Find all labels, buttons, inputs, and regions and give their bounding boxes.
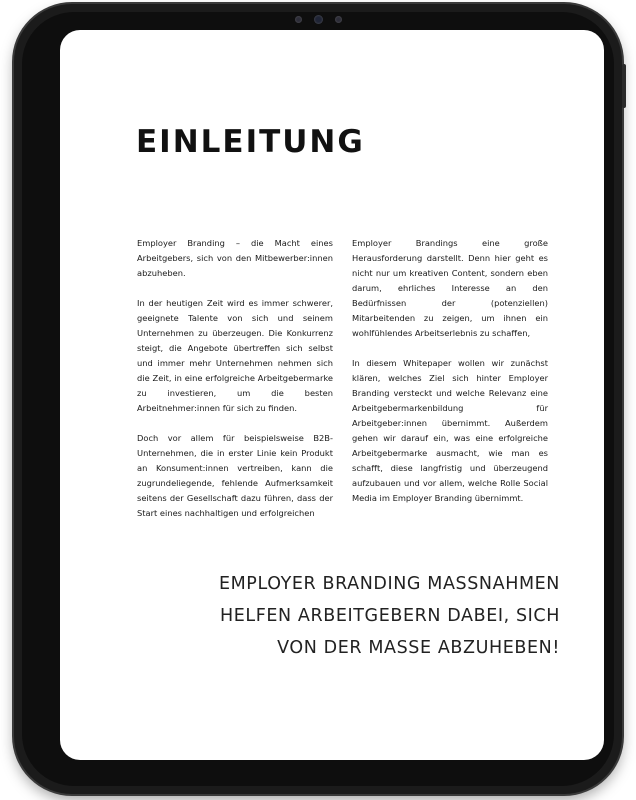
sensor-icon: [335, 16, 342, 23]
sensor-icon: [295, 16, 302, 23]
tablet-screen: [60, 30, 604, 760]
pull-quote: [100, 568, 560, 664]
paragraph: Employer Branding – die Macht eines Arbeitgebers, sich von den Mitbewerber:innen abzuheben.: [137, 238, 333, 278]
text-column-right: [352, 236, 548, 521]
text-column-left: [137, 236, 333, 536]
page-title: EINLEITUNG: [136, 124, 365, 160]
tablet-side-button: [622, 64, 626, 108]
paragraph: Doch vor allem für beispielsweise B2B-Unternehmen, die in erster Linie kein Produkt an Konsument:innen vertreiben, kann die zugrundeliegende, fehlende Aufmerksamkeit seitens der Gesellschaft dazu führen, dass der Start eines nachhaltigen und erfolgreichen: [137, 433, 333, 518]
pull-quote-line: EMPLOYER BRANDING MASSNAHMEN: [218, 574, 560, 594]
paragraph: In der heutigen Zeit wird es immer schwerer, geeignete Talente von sich und seinem Unternehmen zu überzeugen. Die Konkurrenz steigt, die Angebote übertreffen sich selbst und immer mehr Unternehmen nehmen sich die Zeit, in eine erfolgreiche Arbeitgebermarke zu investieren, um die besten Arbeitnehmer:innen für sich zu finden.: [137, 298, 333, 413]
paragraph: In diesem Whitepaper wollen wir zunächst klären, welches Ziel sich hinter Employer Branding versteckt und welche Relevanz eine Arbeitgebermarkenbildung für Arbeitgeber:innen übernimmt. Außerdem gehen wir darauf ein, was eine erfolgreiche Arbeitgebermarke ausmacht, wie man es schafft, diese langfristig und überzeugend aufzubauen und vor allem, welche Rolle Social Media im Employer Branding übernimmt.: [352, 358, 548, 503]
paragraph: Employer Brandings eine große Herausforderung darstellt. Denn hier geht es nicht nur um kreativen Content, sondern eben darum, ehrliches Interesse an den Bedürfnissen der (potenziellen) Mitarbeitenden zu zeigen, um ihnen ein wohlfühlendes Arbeitserlebnis zu schaffen,: [352, 238, 548, 338]
camera-lens-icon: [314, 15, 323, 24]
tablet-device-frame: [14, 4, 622, 794]
front-camera: [273, 14, 363, 24]
pull-quote-line: VON DER MASSE ABZUHEBEN!: [277, 638, 560, 658]
pull-quote-line: HELFEN ARBEITGEBERN DABEI, SICH: [219, 606, 560, 626]
